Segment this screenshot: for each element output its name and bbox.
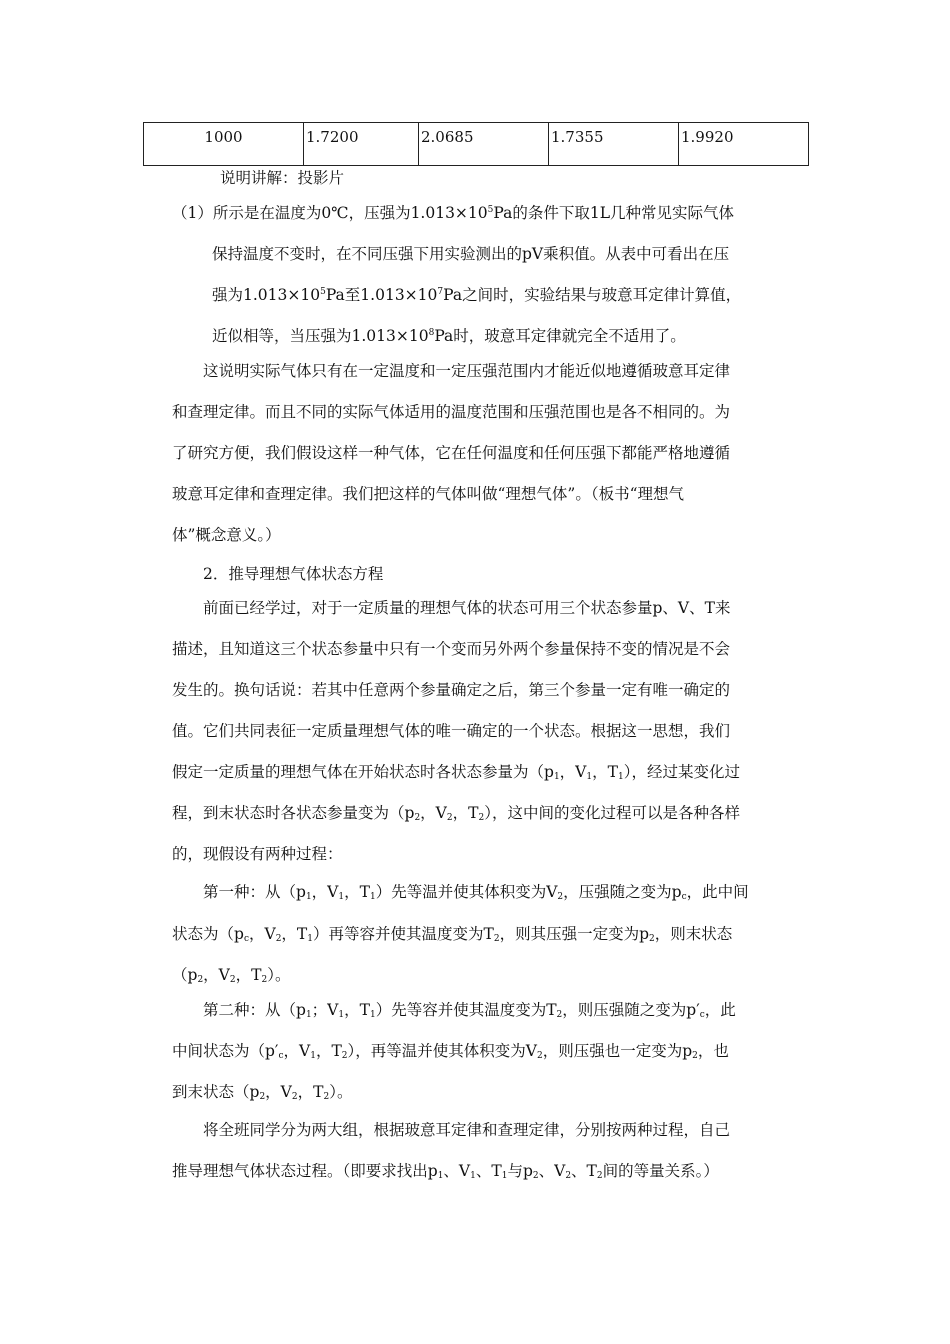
data-table [143,122,809,166]
para-derive-line: 假定一定质量的理想气体在开始状态时各状态参量为（$p_1$，$V_1$，$T_1$），经过某变化过 [172,763,740,782]
para-ideal-line: 了研究方便，我们假设这样一种气体，它在任何温度和任何压强下都能严格地遵循 [172,444,731,462]
first-process-line: 第一种：从（$p_1$，$V_1$，$T_1$）先等温并使其体积变为$V_2$，压强随之变为$p_c$，此中间 [203,883,749,902]
table-row [144,123,809,166]
para-ideal-line: 玻意耳定律和查理定律。我们把这样的气体叫做“理想气体”。（板书“理想气 [172,485,685,503]
para-ideal-line: 这说明实际气体只有在一定温度和一定压强范围内才能近似地遵循玻意耳定律 [203,362,731,380]
para-derive-line: 值。它们共同表征一定质量理想气体的唯一确定的一个状态。根据这一思想，我们 [172,722,731,740]
para-derive-line: 程，到末状态时各状态参量变为（$p_2$，$V_2$，$T_2$），这中间的变化过程可以是各种各样 [172,804,740,823]
table-cell: 1.9920 [679,123,809,166]
para-derive-line: 描述，且知道这三个状态参量中只有一个变而另外两个参量保持不变的情况是不会 [172,640,731,658]
table-cell: 1.7355 [549,123,679,166]
item1-line2: 保持温度不变时，在不同压强下用实验测出的pV乘积值。从表中可看出在压 [212,245,730,263]
second-process-line: 中间状态为（$p'_c$，$V_1$，$T_2$），再等温并使其体积变为$V_2$，则压强也一定变为$p_2$，也 [172,1042,729,1061]
para-ideal-line: 体”概念意义。） [172,526,281,544]
item1-line3: 强为$1.013\times 10^5Pa$至$1.013\times 10^7Pa$之间时，实验结果与玻意耳定律计算值， [212,286,742,304]
para-derive-line: 的，现假设有两种过程： [172,845,343,863]
para-derive-line: 发生的。换句话说：若其中任意两个参量确定之后，第三个参量一定有唯一确定的 [172,681,731,699]
first-process-line: （$p_2$，$V_2$，$T_2$）。 [172,966,291,985]
task-line: 将全班同学分为两大组，根据玻意耳定律和查理定律，分别按两种过程，自己 [203,1121,731,1139]
task-line: 推导理想气体状态过程。（即要求找出$p_1$、$V_1$、$T_1$与$p_2$、$V_2$、$T_2$间的等量关系。） [172,1162,719,1181]
table-cell: 1.7200 [304,123,419,166]
first-process-line: 状态为（$p_c$，$V_2$，$T_1$）再等容并使其温度变为$T_2$，则其压强一定变为$p_2$，则末状态 [172,925,733,944]
para-derive-line: 前面已经学过，对于一定质量的理想气体的状态可用三个状态参量p、V、T来 [203,599,731,617]
item1-line1: （1）所示是在温度为0℃，压强为$1.013\times 10^5Pa$的条件下取1L几种常见实际气体 [172,204,735,222]
table-cell: 2.0685 [419,123,549,166]
second-process-line: 到末状态（$p_2$，$V_2$，$T_2$）。 [172,1083,353,1102]
section-heading: 2．推导理想气体状态方程 [203,565,384,583]
caption: 说明讲解：投影片 [220,169,345,187]
item1-line4: 近似相等，当压强为$1.013\times 10^8Pa$时，玻意耳定律就完全不适用了。 [212,327,686,345]
second-process-line: 第二种：从（$p_1$；$V_1$，$T_1$）先等容并使其温度变为$T_2$，则压强随之变为$p'_c$，此 [203,1001,736,1020]
table-cell: 1000 [144,123,304,166]
para-ideal-line: 和查理定律。而且不同的实际气体适用的温度范围和压强范围也是各不相同的。为 [172,403,731,421]
